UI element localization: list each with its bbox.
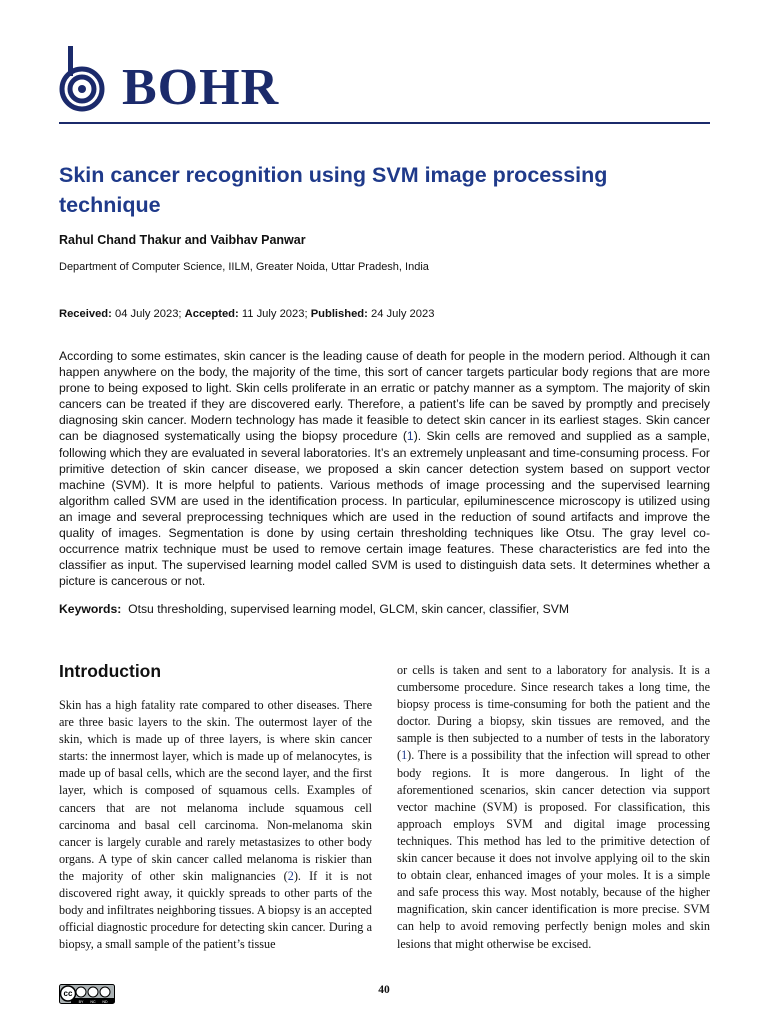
intro-column-left [59,697,372,953]
bohr-logo [58,44,298,114]
accepted-label: Accepted: [184,308,239,320]
citation-link[interactable]: 1 [401,748,408,763]
article-authors: Rahul Chand Thakur and Vaibhav Panwar [59,233,306,247]
citation-link[interactable]: 1 [406,429,414,444]
article-dates: Received: 04 July 2023; Accepted: 11 July 2023; Published: 24 July 2023 [59,308,435,320]
intro-right-text-1: or cells is taken and sent to a laboratory for analysis. It is a cumbersome procedure. Since research takes a long time, the biopsy process is time-consuming for both the patient and the doctor. During a biopsy, skin tissues are removed, and the sample is then subjected to a number of tests in the laboratory ( [397,663,710,763]
keywords-label: Keywords: [59,602,122,616]
page-number: 40 [378,984,390,996]
nd-text: ND [102,1000,108,1004]
abstract-text-2: ). Skin cells are removed and supplied as a sample, following which they are evaluated in several laboratories. It’s an extremely unpleasant and time-consuming process. For primitive detection of skin cancer disease, we proposed a skin cancer detection system based on support vector machine (SVM). It is more helpful to patients. Various methods of image processing and the supervised learning algorithm called SVM are used in the identification process. In particular, epiluminescence microscopy is utilized using an image and several preprocessing techniques which are used in the reduction of sound artifacts and improve the quality of images. Segmentation is done by using certain thresholding techniques like Otsu. The gray level co-occurrence matrix technique must be used to remove certain image features. These characteristics are fed into the classifier as input. The supervised learning model called SVM is used to distinguish data sets. It determines whether a picture is cancerous or not. [59,429,710,589]
header-rule [59,122,710,124]
article-title: Skin cancer recognition using SVM image processing technique [59,163,608,217]
bohr-logo-icon [58,44,118,114]
published-label: Published: [310,308,368,320]
keywords [59,602,710,616]
citation-link[interactable]: 2 [287,868,294,883]
publisher-name: BOHR [122,59,280,116]
keywords-list: Otsu thresholding, supervised learning model, GLCM, skin cancer, classifier, SVM [128,602,570,616]
received-date: 04 July 2023 [114,308,179,320]
received-label: Received: [59,308,112,320]
by-text: BY [78,1000,84,1004]
intro-left-text-1: Skin has a high fatality rate compared to other diseases. There are three basic layers to the skin. The outermost layer of the skin, which is made up of three layers, is where skin cancer starts: the innermost layer, which is made up of melanocytes, is made up of basal cells, which are the second layer, and the first layer, which is composed of squamous cells. Examples of cancers that are not melanoma include squamous cell carcinoma and basal cell carcinoma. Non-melanoma skin cancer is largely curable and rarely metastasizes to other body organs. A type of skin cancer called melanoma is riskier than the majority of other skin malignancies ( [59,698,372,883]
intro-column-right [397,662,710,953]
abstract [59,348,710,589]
intro-left-text-2: ). If it is not discovered right away, it quickly spreads to other parts of the body and infiltrates neighboring tissues. A biopsy is an accepted official diagnostic procedure for detecting skin cancer. During a biopsy, a small sample of the patient’s tissue [59,868,372,952]
cc-text: cc [63,989,73,998]
article-affiliation: Department of Computer Science, IILM, Greater Noida, Uttar Pradesh, India [59,261,429,273]
intro-right-text-2: ). There is a possibility that the infection will spread to other body regions. It is more dangerous. In light of the aforementioned scenarios, skin cancer detection via support vector machine (SVM) is proposed. For classification, this approach employs SVM and digital image processing techniques. This method has led to the primitive detection of skin cancer because it does not involve applying oil to the skin to obtain clear, enhanced images of your moles. It is a simple and safe process this way. Most notably, because of the higher magnification, skin cancer identification is more precise. SVM can help to avoid removing perfectly benign moles and skin lesions that might otherwise be excised. [397,748,710,951]
abstract-text-1: According to some estimates, skin cancer is the leading cause of death for people in the modern period. Although it can happen anywhere on the body, the majority of the time, this sort of cancer targets particular body regions that are more prone to being exposed to light. Skin cells proliferate in an erratic or patchy manner as a symptom. The majority of skin cancers can be treated if they are discovered early. Therefore, a patient’s life can be saved by promptly and precisely diagnosing skin cancer. Modern technology has made it feasible to detect skin cancer in its earliest stages. Skin cancer can be diagnosed systematically using the biopsy procedure ( [59,349,710,444]
section-heading-introduction: Introduction [59,661,162,681]
accepted-date: 11 July 2023 [241,308,305,320]
nc-text: NC [90,1000,96,1004]
published-date: 24 July 2023 [370,308,435,320]
